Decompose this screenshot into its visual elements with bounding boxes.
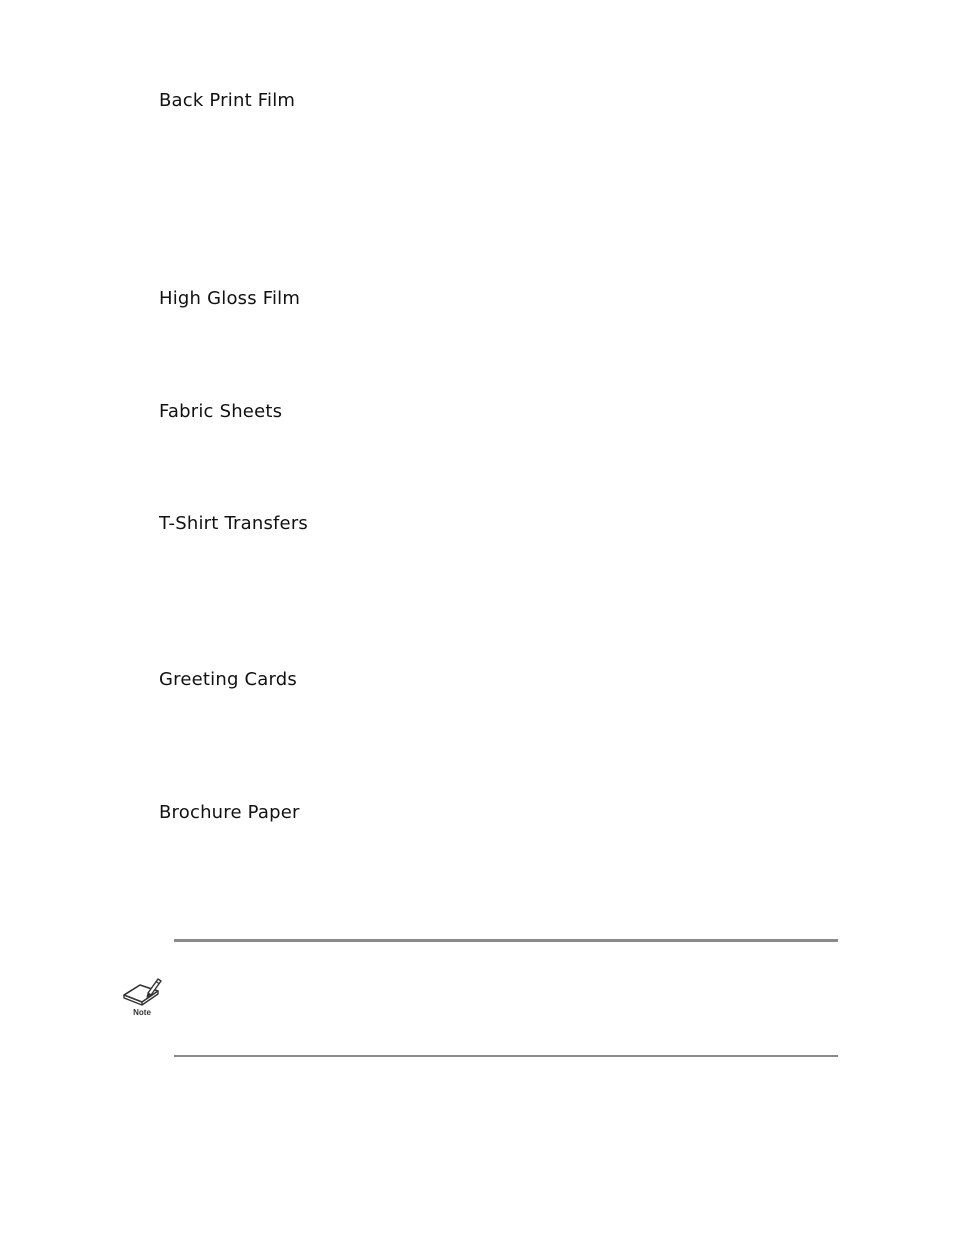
note-label: Note <box>133 1008 151 1017</box>
note-icon <box>120 975 164 1021</box>
heading-back-print-film: Back Print Film <box>159 90 296 111</box>
heading-fabric-sheets: Fabric Sheets <box>159 401 283 422</box>
heading-t-shirt-transfers: T-Shirt Transfers <box>159 513 309 534</box>
heading-high-gloss-film: High Gloss Film <box>159 288 301 309</box>
heading-brochure-paper: Brochure Paper <box>159 802 300 823</box>
note-rule-top <box>174 939 838 942</box>
heading-greeting-cards: Greeting Cards <box>159 669 298 690</box>
note-pencil-icon <box>120 975 164 1009</box>
note-rule-bottom <box>174 1055 838 1057</box>
